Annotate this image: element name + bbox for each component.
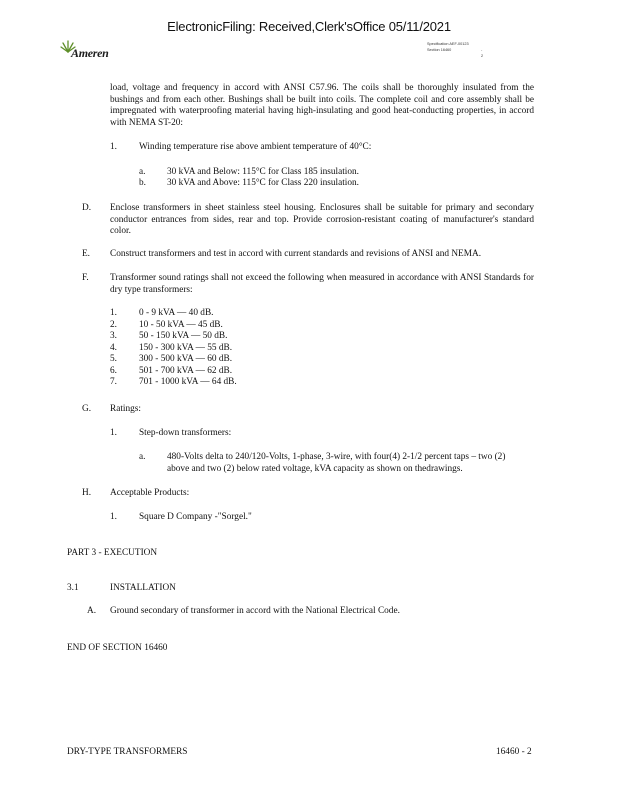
list-item [110,377,237,389]
spec-header [427,41,484,58]
electronic-filing-banner: ElectronicFiling: Received,Clerk'sOffice 05/11/2021 [167,19,451,34]
g-item-1-text: Step-down transformers: [139,428,232,438]
list-item [110,354,233,366]
list-item [110,319,223,332]
g-item-1-number: 1. [110,428,117,438]
spec-line-2: Section 16460 [427,48,452,52]
g-sub-a-text: 480-Volts delta to 240/120-Volts, 1-phase, 3-wire, with four(4) 2-1/2 percent taps – two (2) above and two (2) below rated voltage, kVA capacity as shown on thedrawings. [167,452,506,474]
rating-number: 4. [110,342,117,353]
h-item-1-number: 1. [110,512,117,522]
sub-item-b-letter: b. [139,178,146,188]
rating-text: 300 - 500 kVA — 60 dB. [139,354,233,364]
section-f-letter: F. [82,273,89,283]
sub-item-a-letter: a. [139,167,146,177]
rating-number: 3. [110,331,117,341]
sub-item-b-text: 30 kVA and Above: 115°C for Class 220 insulation. [167,178,359,188]
ameren-logo-text: Ameren [71,46,109,60]
rating-number: 1. [110,308,117,318]
item-1-number: 1. [110,142,117,152]
rating-text: 701 - 1000 kVA — 64 dB. [139,377,237,387]
section-e-letter: E. [82,249,91,259]
ameren-logo [60,38,130,62]
footer-title: DRY-TYPE TRANSFORMERS [67,747,188,757]
section-h-letter: H. [82,488,92,498]
list-item [110,308,214,320]
list-item [110,342,233,355]
list-item [110,331,228,343]
installation-number: 3.1 [67,583,79,593]
sound-ratings-list [110,308,237,389]
section-g-text: Ratings: [110,404,141,414]
section-d-letter: D. [82,203,92,213]
rating-text: 150 - 300 kVA — 55 dB. [139,342,233,353]
section-e-text: Construct transformers and test in accord with current standards and revisions of ANSI and NEMA. [110,249,482,259]
sub-item-a-text: 30 kVA and Below: 115°C for Class 185 insulation. [167,167,359,177]
item-1-text: Winding temperature rise above ambient temperature of 40°C: [139,142,372,152]
rating-text: 0 - 9 kVA — 40 dB. [139,308,214,318]
part-3-heading: PART 3 - EXECUTION [67,548,158,558]
rating-number: 5. [110,354,117,364]
rating-text: 50 - 150 kVA — 50 dB. [139,331,228,341]
spec-line-1: Specification AEF-00123 [427,42,469,46]
section-d-text: Enclose transformers in sheet stainless steel housing. Enclosures shall be suitable for primary and secondary conductor entrances from sides, rear and top. Provide corrosion-resistant coating of manufacturer's standard color. [110,203,534,237]
g-sub-a-letter: a. [139,452,146,462]
list-item [110,365,233,378]
installation-heading: INSTALLATION [110,583,176,593]
install-a-text: Ground secondary of transformer in accord with the National Electrical Code. [110,606,400,616]
spec-page: - 2 [481,48,484,58]
section-f-text: Transformer sound ratings shall not exceed the following when measured in accordance with ANSI Standards for dry type transformers: [110,273,534,295]
rating-number: 6. [110,365,117,376]
h-item-1-text: Square D Company -"Sorgel." [139,512,252,522]
intro-paragraph: load, voltage and frequency in accord with ANSI C57.96. The coils shall be thoroughly insulated from the bushings and from each other. Bushings shall be built into coils. The complete coil and core assembly shall be impregnated with waterproofing material having high-insulating and good heat-conducting properties, in accord with NEMA ST-20: [110,83,534,128]
section-h-text: Acceptable Products: [110,488,190,498]
rating-text: 10 - 50 kVA — 45 dB. [139,319,223,330]
rating-text: 501 - 700 kVA — 62 dB. [139,365,233,376]
end-of-section: END OF SECTION 16460 [67,643,168,653]
rating-number: 2. [110,319,117,330]
section-g-letter: G. [82,404,92,414]
install-a-letter: A. [87,606,97,616]
footer-page-number: 16460 - 2 [496,747,532,757]
rating-number: 7. [110,377,117,387]
